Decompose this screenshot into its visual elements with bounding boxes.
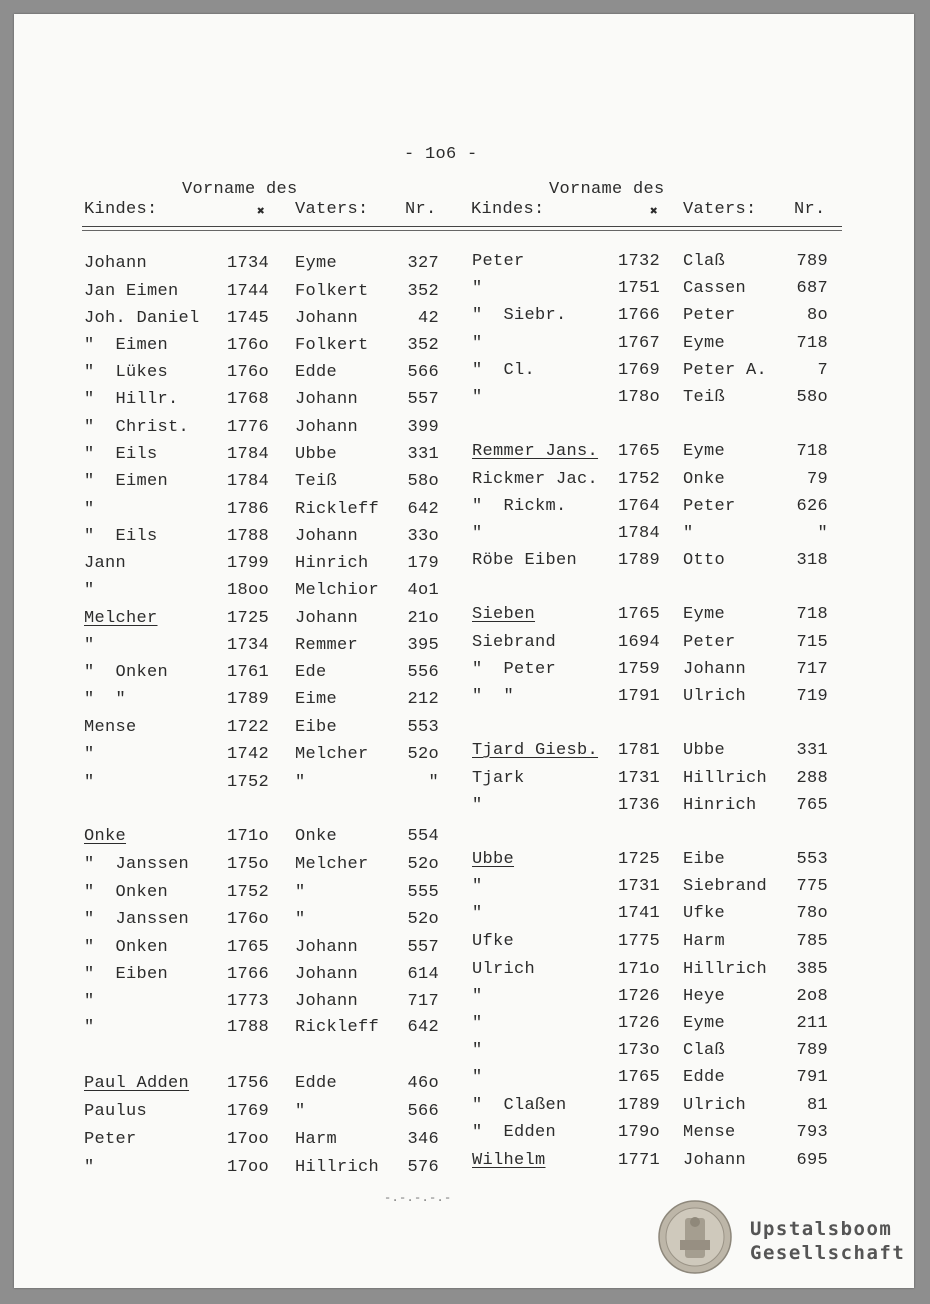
kind-cell: " Onken <box>84 938 169 957</box>
nr-cell: 7 <box>817 361 828 380</box>
father-cell: Mense <box>683 1123 736 1142</box>
nr-cell: 79 <box>806 470 828 489</box>
year-cell: 1784 <box>618 524 661 543</box>
year-cell: 1731 <box>618 769 661 788</box>
father-cell: Melchior <box>295 581 380 600</box>
year-cell: 1726 <box>618 987 661 1006</box>
year-cell: 1751 <box>618 279 661 298</box>
father-cell: Onke <box>295 827 338 846</box>
kind-cell: " <box>84 773 95 792</box>
year-cell: 1752 <box>227 883 270 902</box>
year-cell: 17oo <box>227 1130 270 1149</box>
father-cell: Edde <box>295 1074 338 1093</box>
year-cell: 1788 <box>227 1018 270 1037</box>
nr-cell: 46o <box>407 1074 439 1093</box>
year-cell: 1768 <box>227 390 270 409</box>
nr-cell: 52o <box>407 855 439 874</box>
year-cell: 1776 <box>227 418 270 437</box>
kind-cell: " Eimen <box>84 472 169 491</box>
nr-cell: " <box>428 773 439 792</box>
nr-cell: 687 <box>796 279 828 298</box>
year-cell: 1765 <box>227 938 270 957</box>
kind-cell: " Onken <box>84 883 169 902</box>
right-header-nr: Nr. <box>794 200 826 219</box>
left-header-vaters: Vaters: <box>295 200 369 219</box>
kind-cell: Ufke <box>472 932 515 951</box>
kind-cell: " <box>472 904 483 923</box>
year-cell: 1732 <box>618 252 661 271</box>
year-cell: 1769 <box>618 361 661 380</box>
nr-cell: 2o8 <box>796 987 828 1006</box>
nr-cell: 4o1 <box>407 581 439 600</box>
kind-cell: " <box>472 524 483 543</box>
father-cell: Onke <box>683 470 726 489</box>
nr-cell: 626 <box>796 497 828 516</box>
nr-cell: 553 <box>407 718 439 737</box>
brand-line-2: Gesellschaft <box>750 1242 906 1264</box>
left-header-vorname: Vorname des <box>182 180 298 199</box>
document-page <box>14 14 914 1288</box>
year-cell: 1722 <box>227 718 270 737</box>
nr-cell: 718 <box>796 442 828 461</box>
father-cell: Johann <box>295 418 359 437</box>
father-cell: " <box>295 883 306 902</box>
father-cell: Eyme <box>683 334 726 353</box>
nr-cell: 556 <box>407 663 439 682</box>
nr-cell: 395 <box>407 636 439 655</box>
year-cell: 1767 <box>618 334 661 353</box>
kind-cell: " Rickm. <box>472 497 567 516</box>
kind-cell: " Peter <box>472 660 557 679</box>
father-cell: " <box>295 773 306 792</box>
year-cell: 176o <box>227 910 270 929</box>
left-header-kindes: Kindes: <box>84 200 158 219</box>
year-cell: 1766 <box>227 965 270 984</box>
year-cell: 1773 <box>227 992 270 1011</box>
year-cell: 1744 <box>227 282 270 301</box>
kind-cell: " <box>472 987 483 1006</box>
father-cell: Johann <box>295 609 359 628</box>
nr-cell: 775 <box>796 877 828 896</box>
father-cell: Ulrich <box>683 687 747 706</box>
father-cell: Melcher <box>295 855 369 874</box>
year-cell: 176o <box>227 336 270 355</box>
kind-cell: " <box>472 1041 483 1060</box>
father-cell: " <box>295 910 306 929</box>
year-cell: 1761 <box>227 663 270 682</box>
nr-cell: 553 <box>796 850 828 869</box>
father-cell: Edde <box>683 1068 726 1087</box>
father-cell: Eyme <box>295 254 338 273</box>
father-cell: Ufke <box>683 904 726 923</box>
kind-cell: Johann <box>84 254 148 273</box>
year-cell: 1781 <box>618 741 661 760</box>
father-cell: Hillrich <box>683 769 768 788</box>
father-cell: Johann <box>295 965 359 984</box>
year-cell: 1726 <box>618 1014 661 1033</box>
nr-cell: 791 <box>796 1068 828 1087</box>
end-mark: -.-.-.-.- <box>384 1191 452 1205</box>
kind-cell: " <box>84 636 95 655</box>
year-cell: 171o <box>618 960 661 979</box>
kind-cell: " Eiben <box>84 965 169 984</box>
father-cell: Cassen <box>683 279 747 298</box>
kind-cell: " Eimen <box>84 336 169 355</box>
year-cell: 1725 <box>618 850 661 869</box>
nr-cell: 718 <box>796 334 828 353</box>
kind-cell: " <box>472 877 483 896</box>
father-cell: Siebrand <box>683 877 768 896</box>
right-header-vaters: Vaters: <box>683 200 757 219</box>
nr-cell: 81 <box>806 1096 828 1115</box>
kind-cell: " <box>472 1068 483 1087</box>
nr-cell: 789 <box>796 252 828 271</box>
nr-cell: 554 <box>407 827 439 846</box>
kind-cell: " <box>472 388 483 407</box>
nr-cell: 718 <box>796 605 828 624</box>
year-cell: 1694 <box>618 633 661 652</box>
year-cell: 1736 <box>618 796 661 815</box>
father-cell: Folkert <box>295 336 369 355</box>
year-cell: 1769 <box>227 1102 270 1121</box>
father-cell: Hinrich <box>683 796 757 815</box>
nr-cell: 785 <box>796 932 828 951</box>
nr-cell: 78o <box>796 904 828 923</box>
kind-cell: " Christ. <box>84 418 190 437</box>
year-cell: 1789 <box>618 551 661 570</box>
header-rule-top <box>82 226 842 227</box>
year-cell: 1775 <box>618 932 661 951</box>
nr-cell: 385 <box>796 960 828 979</box>
nr-cell: 642 <box>407 500 439 519</box>
kind-cell: Paul Adden <box>84 1074 190 1093</box>
kind-cell: Ulrich <box>472 960 536 979</box>
nr-cell: 211 <box>796 1014 828 1033</box>
kind-cell: " <box>84 500 95 519</box>
father-cell: " <box>295 1102 306 1121</box>
kind-cell: Mense <box>84 718 137 737</box>
father-cell: Eibe <box>683 850 726 869</box>
kind-cell: Peter <box>472 252 525 271</box>
father-cell: Claß <box>683 1041 726 1060</box>
father-cell: Harm <box>683 932 726 951</box>
father-cell: Ubbe <box>683 741 726 760</box>
kind-cell: Siebrand <box>472 633 557 652</box>
nr-cell: 715 <box>796 633 828 652</box>
nr-cell: 52o <box>407 745 439 764</box>
nr-cell: 42 <box>417 309 439 328</box>
father-cell: Hinrich <box>295 554 369 573</box>
father-cell: Peter <box>683 633 736 652</box>
father-cell: Edde <box>295 363 338 382</box>
kind-cell: " <box>472 796 483 815</box>
father-cell: Melcher <box>295 745 369 764</box>
nr-cell: 318 <box>796 551 828 570</box>
year-cell: 1784 <box>227 445 270 464</box>
nr-cell: 352 <box>407 282 439 301</box>
father-cell: Eyme <box>683 605 726 624</box>
year-cell: 17oo <box>227 1158 270 1177</box>
kind-cell: " <box>84 745 95 764</box>
nr-cell: 352 <box>407 336 439 355</box>
right-header-symbol: ✖ <box>650 204 659 219</box>
year-cell: 1731 <box>618 877 661 896</box>
father-cell: Teiß <box>295 472 338 491</box>
left-header-nr: Nr. <box>405 200 437 219</box>
kind-cell: " Janssen <box>84 910 190 929</box>
kind-cell: " <box>472 1014 483 1033</box>
kind-cell: " " <box>84 690 127 709</box>
kind-cell: " <box>84 1158 95 1177</box>
nr-cell: 179 <box>407 554 439 573</box>
kind-cell: " <box>84 581 95 600</box>
year-cell: 1752 <box>227 773 270 792</box>
kind-cell: Ubbe <box>472 850 515 869</box>
father-cell: Eibe <box>295 718 338 737</box>
nr-cell: 614 <box>407 965 439 984</box>
nr-cell: 717 <box>407 992 439 1011</box>
left-header-symbol: ✖ <box>257 204 266 219</box>
year-cell: 1784 <box>227 472 270 491</box>
nr-cell: 566 <box>407 363 439 382</box>
kind-cell: " <box>472 279 483 298</box>
father-cell: Johann <box>295 992 359 1011</box>
kind-cell: " Claßen <box>472 1096 567 1115</box>
nr-cell: " <box>817 524 828 543</box>
kind-cell: Remmer Jans. <box>472 442 599 461</box>
father-cell: Claß <box>683 252 726 271</box>
nr-cell: 576 <box>407 1158 439 1177</box>
year-cell: 1765 <box>618 1068 661 1087</box>
kind-cell: " Hillr. <box>84 390 179 409</box>
father-cell: Folkert <box>295 282 369 301</box>
kind-cell: " Eils <box>84 527 158 546</box>
year-cell: 18oo <box>227 581 270 600</box>
father-cell: Hillrich <box>295 1158 380 1177</box>
kind-cell: Wilhelm <box>472 1151 546 1170</box>
father-cell: Rickleff <box>295 500 380 519</box>
year-cell: 1742 <box>227 745 270 764</box>
kind-cell: Tjard Giesb. <box>472 741 599 760</box>
nr-cell: 8o <box>806 306 828 325</box>
header-rule-bottom <box>82 230 842 231</box>
nr-cell: 557 <box>407 390 439 409</box>
year-cell: 1766 <box>618 306 661 325</box>
year-cell: 1745 <box>227 309 270 328</box>
kind-cell: " <box>84 992 95 1011</box>
kind-cell: Röbe Eiben <box>472 551 578 570</box>
father-cell: Ubbe <box>295 445 338 464</box>
kind-cell: Melcher <box>84 609 158 628</box>
year-cell: 1791 <box>618 687 661 706</box>
kind-cell: " <box>84 1018 95 1037</box>
year-cell: 1734 <box>227 636 270 655</box>
kind-cell: Tjark <box>472 769 525 788</box>
nr-cell: 555 <box>407 883 439 902</box>
right-header-kindes: Kindes: <box>471 200 545 219</box>
kind-cell: " Eils <box>84 445 158 464</box>
kind-cell: " Janssen <box>84 855 190 874</box>
year-cell: 1771 <box>618 1151 661 1170</box>
father-cell: Eime <box>295 690 338 709</box>
nr-cell: 33o <box>407 527 439 546</box>
nr-cell: 557 <box>407 938 439 957</box>
year-cell: 178o <box>618 388 661 407</box>
kind-cell: Sieben <box>472 605 536 624</box>
year-cell: 1752 <box>618 470 661 489</box>
nr-cell: 793 <box>796 1123 828 1142</box>
nr-cell: 695 <box>796 1151 828 1170</box>
father-cell: Johann <box>683 1151 747 1170</box>
nr-cell: 566 <box>407 1102 439 1121</box>
father-cell: Johann <box>295 938 359 957</box>
father-cell: " <box>683 524 694 543</box>
father-cell: Heye <box>683 987 726 1006</box>
brand-line-1: Upstalsboom <box>750 1218 893 1240</box>
kind-cell: " " <box>472 687 515 706</box>
father-cell: Remmer <box>295 636 359 655</box>
father-cell: Ede <box>295 663 327 682</box>
father-cell: Johann <box>295 527 359 546</box>
year-cell: 1786 <box>227 500 270 519</box>
kind-cell: " Cl. <box>472 361 536 380</box>
right-header-vorname: Vorname des <box>549 180 665 199</box>
father-cell: Peter A. <box>683 361 768 380</box>
nr-cell: 789 <box>796 1041 828 1060</box>
kind-cell: " Onken <box>84 663 169 682</box>
year-cell: 1789 <box>227 690 270 709</box>
father-cell: Hillrich <box>683 960 768 979</box>
nr-cell: 58o <box>796 388 828 407</box>
nr-cell: 52o <box>407 910 439 929</box>
year-cell: 1765 <box>618 605 661 624</box>
nr-cell: 58o <box>407 472 439 491</box>
nr-cell: 288 <box>796 769 828 788</box>
nr-cell: 642 <box>407 1018 439 1037</box>
nr-cell: 346 <box>407 1130 439 1149</box>
page-number: - 1o6 - <box>404 145 478 164</box>
father-cell: Peter <box>683 497 736 516</box>
kind-cell: " Lükes <box>84 363 169 382</box>
nr-cell: 719 <box>796 687 828 706</box>
year-cell: 173o <box>618 1041 661 1060</box>
father-cell: Teiß <box>683 388 726 407</box>
year-cell: 179o <box>618 1123 661 1142</box>
year-cell: 1765 <box>618 442 661 461</box>
father-cell: Ulrich <box>683 1096 747 1115</box>
nr-cell: 327 <box>407 254 439 273</box>
father-cell: Johann <box>295 390 359 409</box>
nr-cell: 717 <box>796 660 828 679</box>
year-cell: 1756 <box>227 1074 270 1093</box>
kind-cell: Peter <box>84 1130 137 1149</box>
kind-cell: Paulus <box>84 1102 148 1121</box>
year-cell: 1764 <box>618 497 661 516</box>
father-cell: Johann <box>683 660 747 679</box>
year-cell: 1759 <box>618 660 661 679</box>
nr-cell: 331 <box>407 445 439 464</box>
year-cell: 1741 <box>618 904 661 923</box>
kind-cell: Joh. Daniel <box>84 309 200 328</box>
nr-cell: 331 <box>796 741 828 760</box>
kind-cell: Jann <box>84 554 127 573</box>
father-cell: Eyme <box>683 1014 726 1033</box>
nr-cell: 399 <box>407 418 439 437</box>
nr-cell: 765 <box>796 796 828 815</box>
father-cell: Rickleff <box>295 1018 380 1037</box>
kind-cell: " <box>472 334 483 353</box>
year-cell: 1788 <box>227 527 270 546</box>
kind-cell: Jan Eimen <box>84 282 179 301</box>
kind-cell: Onke <box>84 827 127 846</box>
father-cell: Peter <box>683 306 736 325</box>
year-cell: 1734 <box>227 254 270 273</box>
year-cell: 1725 <box>227 609 270 628</box>
kind-cell: " Edden <box>472 1123 557 1142</box>
year-cell: 175o <box>227 855 270 874</box>
kind-cell: " Siebr. <box>472 306 567 325</box>
nr-cell: 212 <box>407 690 439 709</box>
upstalsboom-seal-icon <box>658 1200 732 1274</box>
father-cell: Otto <box>683 551 726 570</box>
nr-cell: 21o <box>407 609 439 628</box>
kind-cell: Rickmer Jac. <box>472 470 599 489</box>
father-cell: Johann <box>295 309 359 328</box>
father-cell: Harm <box>295 1130 338 1149</box>
father-cell: Eyme <box>683 442 726 461</box>
year-cell: 176o <box>227 363 270 382</box>
year-cell: 1799 <box>227 554 270 573</box>
year-cell: 1789 <box>618 1096 661 1115</box>
year-cell: 171o <box>227 827 270 846</box>
